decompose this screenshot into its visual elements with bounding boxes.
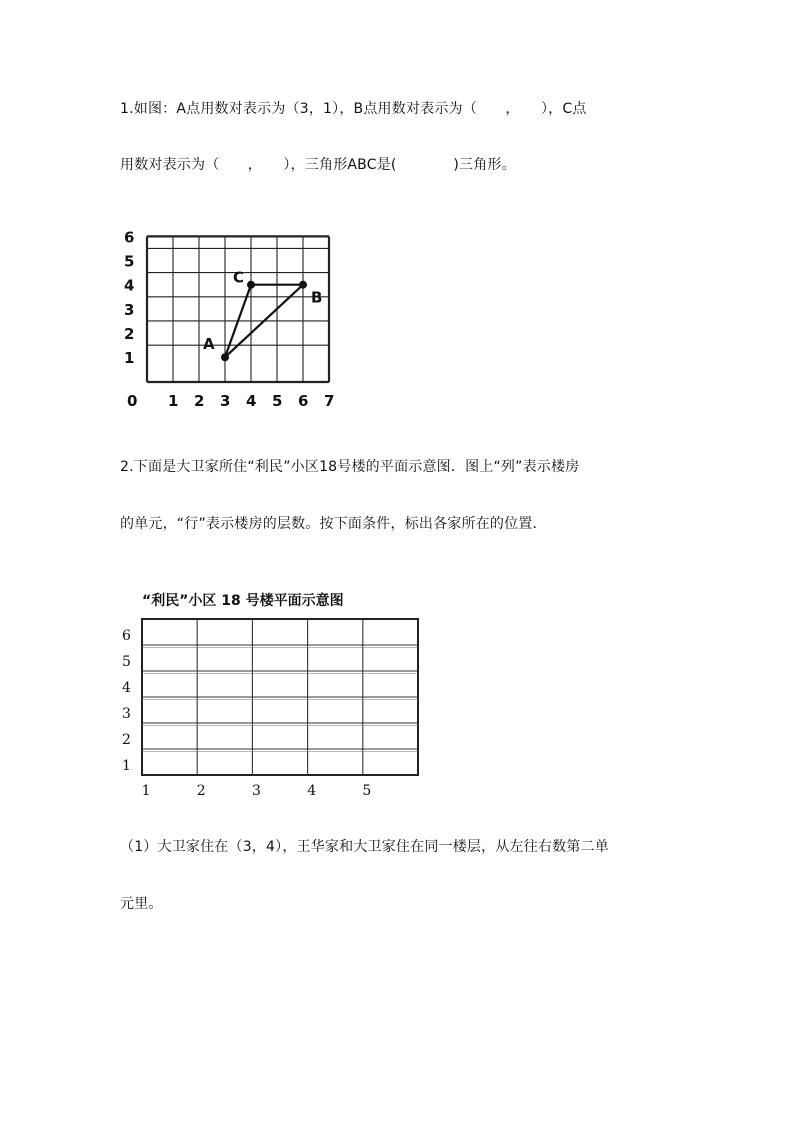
point-label-b: B	[311, 288, 323, 307]
grid1-y-tick: 4	[124, 276, 135, 295]
question2-line1: 2.下面是大卫家所住“利民”小区18号楼的平面示意图．图上“列”表示楼房	[120, 459, 580, 475]
grid2-y-tick: 2	[122, 732, 131, 748]
sub-question1-line2: 元里。	[120, 896, 163, 912]
grid1-x-tick: 0	[127, 392, 138, 410]
point-a	[221, 353, 229, 361]
grid1-x-tick: 6	[298, 392, 309, 410]
point-b	[299, 281, 307, 289]
point-label-a: A	[203, 335, 215, 354]
building-plan-grid	[110, 585, 430, 805]
grid2-y-tick: 1	[122, 758, 131, 774]
grid2-x-tick: 3	[252, 783, 261, 799]
question1-line2: 用数对表示为（ ， ），三角形ABC是( )三角形。	[120, 157, 516, 173]
grid1-x-tick: 7	[324, 392, 335, 410]
grid1-x-tick: 4	[246, 392, 257, 410]
coordinate-grid-1	[110, 225, 370, 425]
grid2-y-tick: 3	[122, 706, 131, 722]
grid1-x-tick: 3	[220, 392, 231, 410]
grid1-x-tick: 1	[168, 392, 179, 410]
point-label-c: C	[233, 268, 245, 287]
building-plan-title: “利民”小区 18 号楼平面示意图	[142, 593, 344, 609]
grid2-x-tick: 4	[307, 783, 317, 799]
grid2-y-tick: 5	[122, 654, 131, 670]
grid1-x-tick: 2	[194, 392, 205, 410]
grid1-y-tick: 6	[124, 228, 135, 247]
grid1-y-tick: 1	[124, 349, 135, 368]
question1-line1: 1.如图：A点用数对表示为（3，1），B点用数对表示为（ ， ），C点	[120, 101, 587, 117]
grid1-y-tick: 3	[124, 300, 135, 319]
point-c	[247, 281, 255, 289]
grid1-y-tick: 2	[124, 325, 135, 344]
sub-question1-line1: （1）大卫家住在（3，4），王华家和大卫家住在同一楼层，从左往右数第二单	[120, 839, 609, 855]
grid1-y-tick: 5	[124, 252, 135, 271]
question2-line2: 的单元，“行”表示楼房的层数。按下面条件，标出各家所在的位置．	[120, 516, 547, 532]
grid2-y-tick: 6	[122, 628, 131, 644]
grid2-x-tick: 2	[196, 783, 206, 799]
grid2-x-tick: 5	[362, 783, 372, 799]
grid2-x-tick: 1	[141, 783, 151, 799]
grid2-y-tick: 4	[122, 680, 131, 696]
grid1-x-tick: 5	[272, 392, 283, 410]
